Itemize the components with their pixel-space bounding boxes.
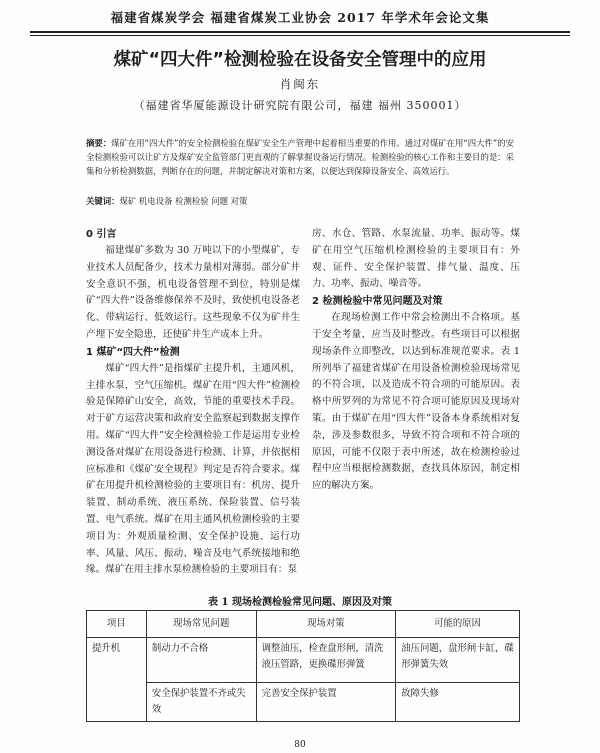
table-row [87,683,520,722]
section-1-paragraph-continued: 房、水仓、管路、水泵流量、功率、振动等。煤矿在用空气压缩机检测检验的主要项目有：外观、证件、安全保护装置、排气量、温度、压力、功率、振动、噪音等。 [312,228,520,290]
abstract [86,136,514,178]
table-cell-problem: 安全保护装置不齐或失效 [146,683,256,722]
section-0-heading: 0 引言 [86,229,117,240]
table-header-cell: 项目 [87,611,147,638]
section-2-heading: 2 检测检验中常见问题及对策 [312,296,443,308]
section-1-heading: 1 煤矿“四大件”检测 [86,346,180,358]
table-cell-measure: 完善安全保护装置 [256,683,396,722]
table-caption: 表 1 现场检测检验常见问题、原因及对策 [208,597,392,608]
table-cell-measure: 调整油压，检查盘形闸，清洗液压管路，更换碟形弹簧 [256,638,396,683]
body-column-right [312,226,520,495]
section-0-paragraph: 福建煤矿多数为 30 万吨以下的小型煤矿，专业技术人员配备少，技术力量相对薄弱。部分矿井安全意识不强，机电设备管理不到位，特别是煤矿“四大件”设备维修保养不及时，致使机电设备老化、带病运行、低效运行。这些现象不仅为矿井生产埋下安全隐患，还使矿井生产成本上升。 [86,245,300,340]
table-row [87,638,520,683]
table-header-cell: 可能的原因 [396,611,520,638]
page-number: 80 [294,740,306,750]
abstract-text: 煤矿在用“四大件”的安全检测检验在煤矿安全生产管理中起着相当重要的作用。通过对煤矿在用“四大件”的安全检测检验可以让矿方及煤矿安全监管部门更直观的了解掌握设备运行情况。检测检验的核心工作和主要目的是：采集和分析检测数据，判断存在的问题，并制定解决对策和方案，以便达到保障设备安全、高效运行。 [86,138,514,176]
table-header-row [87,611,520,638]
keywords [86,194,514,208]
table-header-cell: 现场常见问题 [146,611,256,638]
author-name: 肖闽东 [279,77,321,91]
keywords-label: 关键词： [86,196,120,206]
table-cell-cause: 油压问题，盘形闸卡缸，碟形弹簧失效 [396,638,520,683]
section-2-paragraph: 在现场检测工作中常会检测出不合格项。基于安全考量，应当及时整改。有些项目可以根据现场条件立即整改，以达到标准规范要求。表 1 所列举了福建省煤矿在用设备检测检验现场常见的不符合项，以及造成不符合项的可能原因。表格中所罗列的为常见不符合项可能原因及现场对策。由于煤矿在用“四大件”设备本身系统相对复杂，涉及参数很多，导致不符合项和不符合项的原因，可能不仅限于表中所述，故在检测检验过程中应当根据检测数据，查找具体原因，制定相应的解决方案。 [312,312,520,492]
table-cell-cause: 故障失修 [396,683,520,722]
findings-table [86,610,520,722]
table-cell-item: 提升机 [87,638,147,722]
paper-title: 煤矿“四大件”检测检验在设备安全管理中的应用 [113,50,487,70]
table-header-cell: 现场对策 [256,611,396,638]
section-1-paragraph: 煤矿“四大件”是指煤矿主提升机，主通风机，主排水泵，空气压缩机。煤矿在用“四大件”检测检验是保障矿山安全，高效，节能的重要技术手段。对于矿方运营决策和政府安全监察起到数据支撑作用。煤矿“四大件”安全检测检验工作是运用专业检测设备对煤矿在用设备进行检测、计算，并依据相应标准和《煤矿安全规程》判定是否符合要求。煤矿在用提升机检测检验的主要项目有：机房、提升装置、制动系统、液压系统、保险装置、信号装置、电气系统。煤矿在用主通风机检测检验的主要项目为：外观质量检测、安全保护设施、运行功率、风量、风压、振动、噪音及电气系统接地和绝缘。煤矿在用主排水泵检测检验的主要项目有：泵 [86,362,300,576]
abstract-label: 摘要： [86,138,112,148]
author-affiliation: （福建省华厦能源设计研究院有限公司，福建 福州 350001） [133,99,467,112]
body-column-left [86,226,300,579]
keywords-text: 煤矿 机电设备 检测检验 问题 对策 [119,196,248,206]
running-header: 福建省煤炭学会 福建省煤炭工业协会 2017 年学术年会论文集 [30,7,570,33]
table-cell-problem: 制动力不合格 [146,638,256,683]
